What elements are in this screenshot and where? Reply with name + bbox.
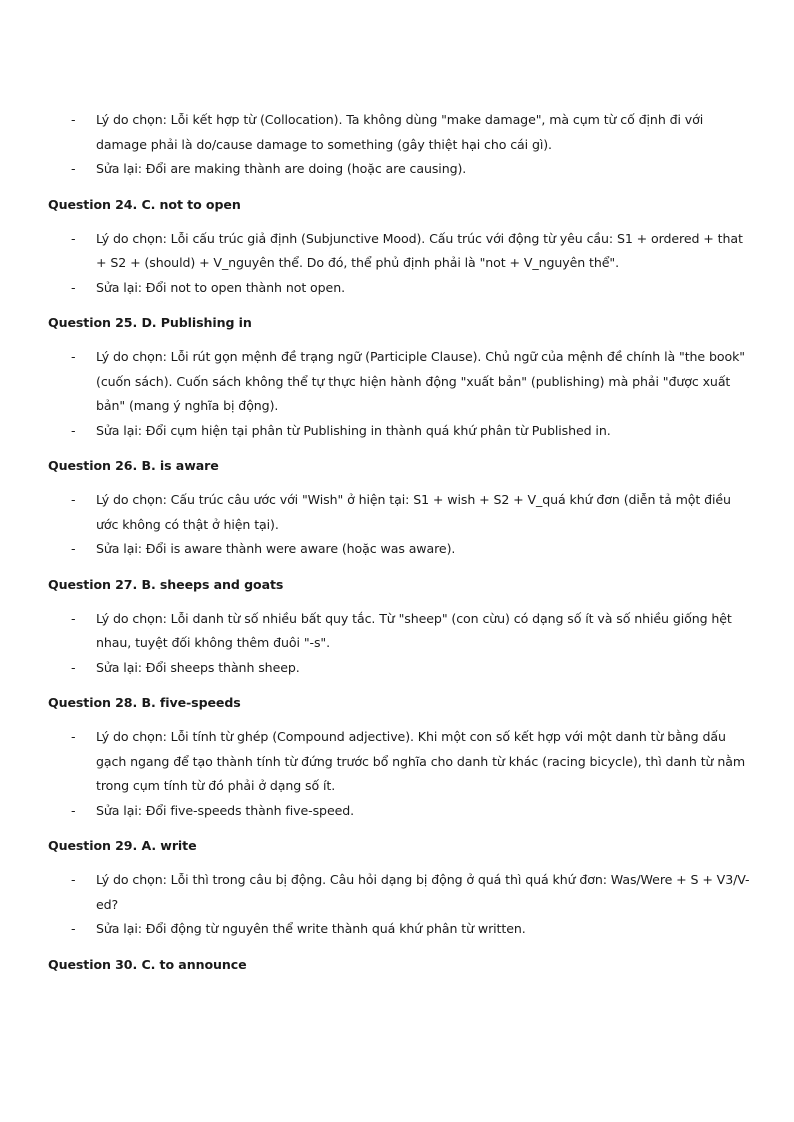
- intro-block: [48, 108, 754, 182]
- question-26: [48, 457, 754, 562]
- question-explanation-list: [48, 725, 754, 823]
- question-fix: - Sửa lại: Đổi is aware thành were aware (hoặc was aware).: [48, 537, 754, 562]
- question-29: [48, 837, 754, 942]
- question-reason: - Lý do chọn: Lỗi danh từ số nhiều bất quy tắc. Từ "sheep" (con cừu) có dạng số ít và số nhiều giống hệt nhau, tuyệt đối không thêm đuôi "-s".: [48, 607, 754, 656]
- question-reason: - Lý do chọn: Lỗi thì trong câu bị động. Câu hỏi dạng bị động ở quá thì quá khứ đơn: Was/Were + S + V3/V-ed?: [48, 868, 754, 917]
- question-30: [48, 956, 754, 974]
- question-title: Question 26. B. is aware: [48, 458, 219, 473]
- question-title: Question 24. C. not to open: [48, 196, 241, 212]
- question-28: [48, 694, 754, 823]
- question-25: [48, 314, 754, 443]
- question-explanation-list: [48, 345, 754, 443]
- question-fix: - Sửa lại: Đổi sheeps thành sheep.: [48, 656, 754, 681]
- question-reason: - Lý do chọn: Cấu trúc câu ước với "Wish" ở hiện tại: S1 + wish + S2 + V_quá khứ đơn (diễn tả một điều ước không có thật ở hiện tại).: [48, 488, 754, 537]
- question-explanation-list: [48, 868, 754, 942]
- question-title: Question 25. D. Publishing in: [48, 315, 252, 330]
- question-explanation-list: [48, 607, 754, 681]
- question-fix: - Sửa lại: Đổi five-speeds thành five-speed.: [48, 799, 754, 824]
- document-content: [48, 108, 754, 987]
- question-explanation-list: [48, 488, 754, 562]
- question-reason: - Lý do chọn: Lỗi cấu trúc giả định (Subjunctive Mood). Cấu trúc với động từ yêu cầu: S1 + ordered + that + S2 + (should) + V_nguyên thể. Do đó, thể phủ định phải là "not + V_nguyên thể".: [48, 227, 754, 276]
- intro-reason: - Lý do chọn: Lỗi kết hợp từ (Collocation). Ta không dùng "make damage", mà cụm từ cố định đi với damage phải là do/cause damage to something (gây thiệt hại cho cái gì).: [48, 108, 754, 157]
- question-title: Question 27. B. sheeps and goats: [48, 576, 284, 592]
- question-explanation-list: [48, 227, 754, 301]
- question-title: Question 29. A. write: [48, 838, 197, 853]
- intro-fix: - Sửa lại: Đổi are making thành are doing (hoặc are causing).: [48, 157, 754, 182]
- question-reason: - Lý do chọn: Lỗi tính từ ghép (Compound adjective). Khi một con số kết hợp với một danh từ bằng dấu gạch ngang để tạo thành tính từ đứng trước bổ nghĩa cho danh từ khác (racing bicycle), thì danh từ nằm trong cụm tính từ đó phải ở dạng số ít.: [48, 725, 754, 799]
- question-fix: - Sửa lại: Đổi not to open thành not open.: [48, 276, 754, 301]
- intro-list: [48, 108, 754, 182]
- question-title: Question 28. B. five-speeds: [48, 695, 241, 710]
- question-title: Question 30. C. to announce: [48, 956, 247, 972]
- question-27: [48, 576, 754, 681]
- question-fix: - Sửa lại: Đổi động từ nguyên thể write thành quá khứ phân từ written.: [48, 917, 754, 942]
- question-reason: - Lý do chọn: Lỗi rút gọn mệnh đề trạng ngữ (Participle Clause). Chủ ngữ của mệnh đề chính là "the book" (cuốn sách). Cuốn sách không thể tự thực hiện hành động "xuất bản" (publishing) mà phải "được xuất bản" (mang ý nghĩa bị động).: [48, 345, 754, 419]
- question-fix: - Sửa lại: Đổi cụm hiện tại phân từ Publishing in thành quá khứ phân từ Published in.: [48, 419, 754, 444]
- question-24: [48, 196, 754, 301]
